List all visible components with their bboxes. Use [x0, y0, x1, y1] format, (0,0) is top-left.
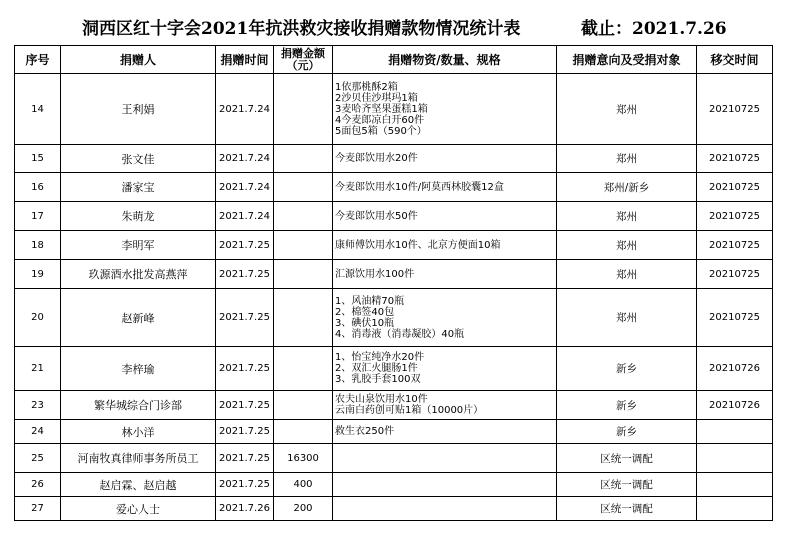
cell-donor: 爱心人士: [61, 497, 216, 521]
cell-destination: 郑州: [557, 260, 697, 289]
header-items: 捐赠物资/数量、规格: [333, 46, 557, 74]
item-line: 1依那桃酥2箱: [335, 81, 398, 93]
cell-items: [333, 260, 557, 289]
cell-seq: 15: [15, 145, 61, 173]
cell-date: 2021.7.24: [216, 145, 274, 173]
cell-items: [333, 420, 557, 444]
cell-seq: 16: [15, 173, 61, 202]
header-transfer: 移交时间: [697, 46, 773, 74]
cell-donor: 张文佳: [61, 145, 216, 173]
cell-destination: 新乡: [557, 391, 697, 420]
cell-transfer: 20210725: [697, 202, 773, 231]
table-row: [15, 347, 773, 391]
table-row: [15, 260, 773, 289]
cell-donor: 玖源酒水批发高燕萍: [61, 260, 216, 289]
cell-transfer: 20210725: [697, 289, 773, 347]
cell-seq: 25: [15, 444, 61, 473]
cell-destination: 区统一调配: [557, 444, 697, 473]
cell-date: 2021.7.25: [216, 391, 274, 420]
cell-seq: 26: [15, 473, 61, 497]
cell-transfer: 20210725: [697, 74, 773, 145]
table-row: [15, 497, 773, 521]
cell-amount: 200: [274, 497, 333, 521]
cell-seq: 27: [15, 497, 61, 521]
cell-donor: 潘家宝: [61, 173, 216, 202]
cell-donor: 李梓瑜: [61, 347, 216, 391]
cell-seq: 20: [15, 289, 61, 347]
cell-transfer: [697, 444, 773, 473]
item-line: 康师傅饮用水10件、北京方便面10箱: [335, 239, 501, 251]
cell-destination: 新乡: [557, 420, 697, 444]
cell-transfer: 20210725: [697, 145, 773, 173]
header-amount: 捐赠金额（元）: [274, 46, 333, 74]
cell-date: 2021.7.25: [216, 420, 274, 444]
item-line: 4、消毒液（消毒凝胶）40瓶: [335, 328, 465, 340]
item-line: 汇源饮用水100件: [335, 268, 415, 280]
cell-donor: 河南牧真律师事务所员工: [61, 444, 216, 473]
cutoff-date: 截止：2021.7.26: [581, 19, 727, 39]
table-row: [15, 145, 773, 173]
item-line: 今麦郎饮用水10件/阿莫西林胶囊12盒: [335, 181, 504, 193]
cell-amount: [274, 231, 333, 260]
cell-donor: 赵启霖、赵启越: [61, 473, 216, 497]
item-line: 救生衣250件: [335, 426, 395, 437]
cell-items: [333, 444, 557, 473]
cell-items: [333, 231, 557, 260]
cell-items: [333, 173, 557, 202]
cell-donor: 王利娟: [61, 74, 216, 145]
table-row: [15, 173, 773, 202]
cell-donor: 繁华城综合门诊部: [61, 391, 216, 420]
item-line: 2沙贝佳沙琪玛1箱: [335, 92, 418, 104]
cell-seq: 24: [15, 420, 61, 444]
cell-donor: 赵新峰: [61, 289, 216, 347]
cell-transfer: 20210725: [697, 260, 773, 289]
donation-table: [14, 45, 773, 521]
cell-amount: 16300: [274, 444, 333, 473]
cell-destination: 郑州: [557, 74, 697, 145]
item-line: 1、风油精70瓶: [335, 295, 405, 307]
cell-donor: 李明军: [61, 231, 216, 260]
item-line: 2、棉签40包: [335, 306, 395, 318]
item-line: 农夫山泉饮用水10件: [335, 394, 428, 405]
cell-seq: 23: [15, 391, 61, 420]
item-line: 4今麦郎凉白开60件: [335, 114, 425, 126]
cell-transfer: [697, 420, 773, 444]
cell-destination: 郑州: [557, 231, 697, 260]
cell-amount: [274, 173, 333, 202]
cell-items: [333, 145, 557, 173]
cell-seq: 19: [15, 260, 61, 289]
cell-items: [333, 497, 557, 521]
cell-amount: [274, 289, 333, 347]
cell-items: [333, 347, 557, 391]
cell-amount: [274, 74, 333, 145]
cell-amount: [274, 420, 333, 444]
cell-items: [333, 202, 557, 231]
cell-amount: [274, 145, 333, 173]
cell-seq: 14: [15, 74, 61, 145]
cell-date: 2021.7.24: [216, 173, 274, 202]
cell-amount: [274, 202, 333, 231]
cell-date: 2021.7.26: [216, 497, 274, 521]
cell-donor: 朱萌龙: [61, 202, 216, 231]
cell-items: [333, 289, 557, 347]
cell-destination: 郑州: [557, 202, 697, 231]
header-destination: 捐赠意向及受捐对象: [557, 46, 697, 74]
table-row: [15, 74, 773, 145]
item-line: 3、碘伏10瓶: [335, 317, 395, 329]
item-line: 2、双汇火腿肠1件: [335, 363, 418, 374]
cell-date: 2021.7.25: [216, 347, 274, 391]
page-title: 洞西区红十字会2021年抗洪救灾接收捐赠款物情况统计表: [82, 19, 521, 39]
cell-destination: 区统一调配: [557, 497, 697, 521]
item-line: 3麦哈齐坚果蛋糕1箱: [335, 103, 428, 115]
cell-transfer: 20210725: [697, 231, 773, 260]
header-date: 捐赠时间: [216, 46, 274, 74]
cell-date: 2021.7.25: [216, 444, 274, 473]
cell-destination: 郑州: [557, 145, 697, 173]
cell-amount: [274, 260, 333, 289]
cell-date: 2021.7.25: [216, 473, 274, 497]
cell-items: [333, 391, 557, 420]
item-line: 今麦郎饮用水50件: [335, 210, 418, 222]
cell-seq: 17: [15, 202, 61, 231]
cell-date: 2021.7.25: [216, 260, 274, 289]
cell-items: [333, 74, 557, 145]
item-line: 云南白药创可贴1箱（10000片）: [335, 405, 484, 416]
table-row: [15, 391, 773, 420]
cell-date: 2021.7.25: [216, 231, 274, 260]
cell-items: [333, 473, 557, 497]
cell-destination: 区统一调配: [557, 473, 697, 497]
cell-transfer: [697, 497, 773, 521]
cell-date: 2021.7.25: [216, 289, 274, 347]
table-row: [15, 473, 773, 497]
cell-donor: 林小洋: [61, 420, 216, 444]
cell-transfer: 20210726: [697, 391, 773, 420]
cell-destination: 新乡: [557, 347, 697, 391]
cell-transfer: 20210725: [697, 173, 773, 202]
table-header-row: [15, 46, 773, 74]
cell-seq: 18: [15, 231, 61, 260]
cell-seq: 21: [15, 347, 61, 391]
cell-date: 2021.7.24: [216, 74, 274, 145]
table-row: [15, 202, 773, 231]
table-row: [15, 289, 773, 347]
title-row: [0, 14, 786, 40]
table-row: [15, 231, 773, 260]
table-row: [15, 420, 773, 444]
cell-date: 2021.7.24: [216, 202, 274, 231]
item-line: 今麦郎饮用水20件: [335, 153, 418, 164]
header-seq: 序号: [15, 46, 61, 74]
cell-destination: 郑州: [557, 289, 697, 347]
item-line: 3、乳胶手套100双: [335, 374, 421, 385]
header-donor: 捐赠人: [61, 46, 216, 74]
table-row: [15, 444, 773, 473]
item-line: 5面包5箱（590个）: [335, 125, 427, 137]
cell-transfer: 20210726: [697, 347, 773, 391]
cell-transfer: [697, 473, 773, 497]
item-line: 1、怡宝纯净水20件: [335, 352, 425, 363]
cell-amount: [274, 391, 333, 420]
cell-amount: 400: [274, 473, 333, 497]
cell-destination: 郑州/新乡: [557, 173, 697, 202]
cell-amount: [274, 347, 333, 391]
